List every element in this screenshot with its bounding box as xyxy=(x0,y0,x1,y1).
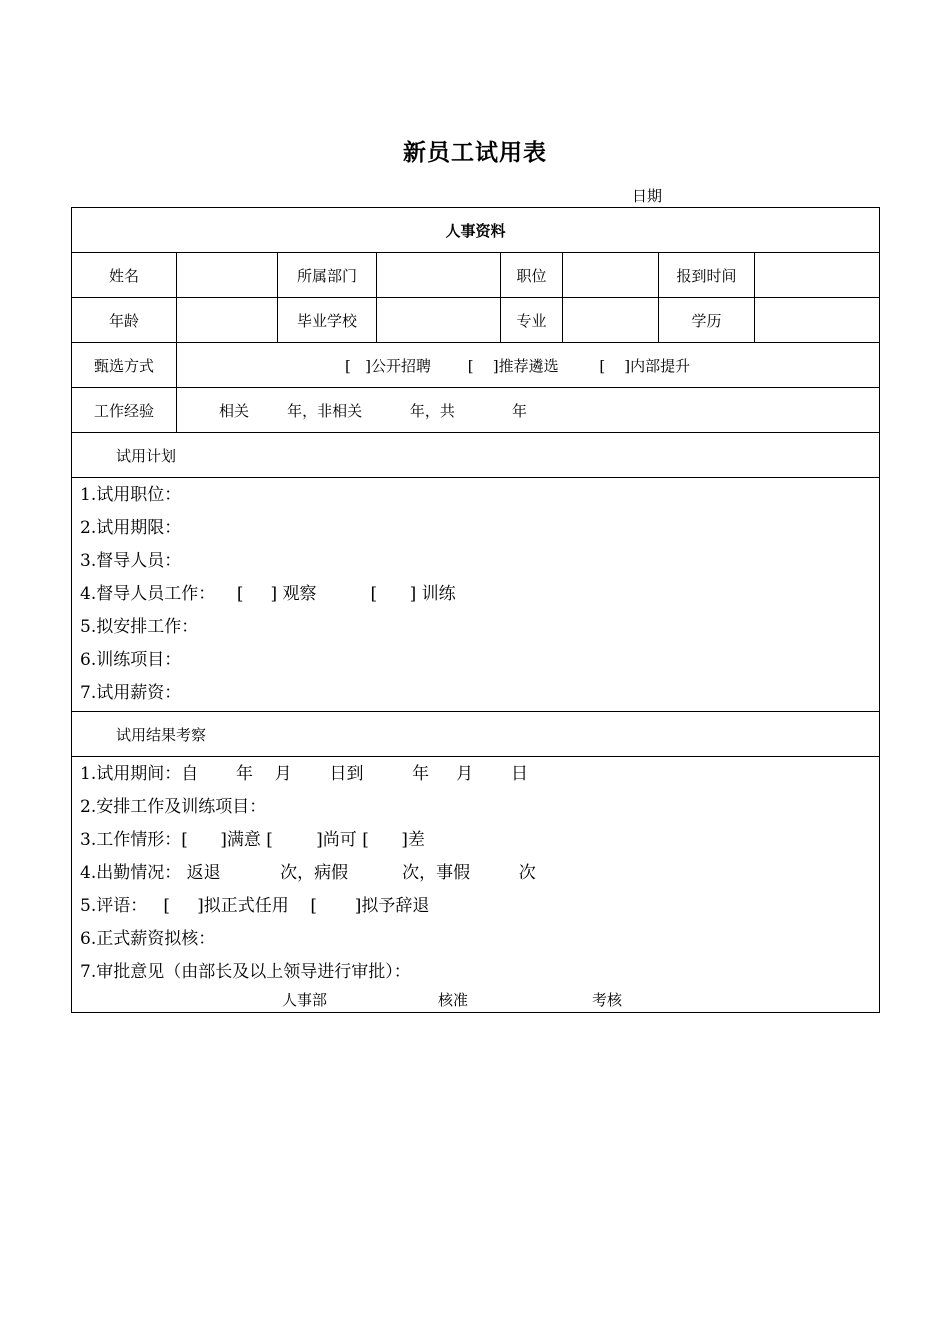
trial-plan-item-supervisor[interactable]: 3.督导人员： xyxy=(80,551,182,571)
school-field[interactable] xyxy=(377,298,501,343)
trial-result-item-period[interactable]: 1.试用期间：自 年 月 日到 年 月 日 xyxy=(80,764,528,784)
trial-result-item-work-training[interactable]: 2.安排工作及训练项目： xyxy=(80,797,267,817)
trial-result-item-performance[interactable]: 3.工作情形：[ ]满意 [ ]尚可 [ ]差 xyxy=(80,830,425,850)
department-label: 所属部门 xyxy=(278,253,377,298)
work-experience-text: 相关 年，非相关 年，共 年 xyxy=(219,401,528,420)
school-label: 毕业学校 xyxy=(278,298,377,343)
signature-hr[interactable]: 人事部 xyxy=(282,991,328,1009)
major-label: 专业 xyxy=(501,298,563,343)
trial-result-item-attendance[interactable]: 4.出勤情况： 返退 次，病假 次，事假 次 xyxy=(80,863,536,883)
trial-plan-item-supervisor-duty[interactable]: 4.督导人员工作： [ ] 观察 [ ] 训练 xyxy=(80,584,456,604)
trial-result-item-approval[interactable]: 7.审批意见（由部长及以上领导进行审批）： xyxy=(80,962,411,982)
signature-approve[interactable]: 核准 xyxy=(438,991,469,1009)
trial-plan-item-position[interactable]: 1.试用职位： xyxy=(80,485,182,505)
age-label: 年龄 xyxy=(72,298,177,343)
name-label: 姓名 xyxy=(72,253,177,298)
work-experience-field[interactable] xyxy=(177,388,880,433)
personnel-section-header: 人事资料 xyxy=(72,208,880,253)
major-field[interactable] xyxy=(563,298,659,343)
report-time-label: 报到时间 xyxy=(659,253,755,298)
option-internal-promotion[interactable]: [ ]内部提升 xyxy=(599,356,691,375)
signature-row xyxy=(80,990,879,1012)
date-label: 日期 xyxy=(632,187,663,205)
selection-method-label: 甄选方式 xyxy=(72,343,177,388)
signature-assess[interactable]: 考核 xyxy=(592,991,623,1009)
trial-plan-item-salary[interactable]: 7.试用薪资： xyxy=(80,683,182,703)
education-label: 学历 xyxy=(659,298,755,343)
work-experience-label: 工作经验 xyxy=(72,388,177,433)
name-field[interactable] xyxy=(177,253,278,298)
trial-result-item-salary[interactable]: 6.正式薪资拟核： xyxy=(80,929,216,949)
position-label: 职位 xyxy=(501,253,563,298)
trial-form-table xyxy=(71,207,880,1013)
trial-plan-list xyxy=(72,478,880,712)
trial-result-item-comment[interactable]: 5.评语： [ ]拟正式任用 [ ]拟予辞退 xyxy=(80,896,430,916)
age-field[interactable] xyxy=(177,298,278,343)
report-time-field[interactable] xyxy=(755,253,880,298)
education-field[interactable] xyxy=(755,298,880,343)
trial-plan-item-training[interactable]: 6.训练项目： xyxy=(80,650,182,670)
trial-plan-item-period[interactable]: 2.试用期限： xyxy=(80,518,182,538)
document-title: 新员工试用表 xyxy=(403,139,547,166)
trial-plan-header: 试用计划 xyxy=(72,433,880,478)
option-recommended-selection[interactable]: [ ]推荐遴选 xyxy=(467,356,559,375)
option-public-recruitment[interactable]: [ ]公开招聘 xyxy=(345,356,432,375)
trial-result-header: 试用结果考察 xyxy=(72,712,880,757)
position-field[interactable] xyxy=(563,253,659,298)
department-field[interactable] xyxy=(377,253,501,298)
trial-plan-item-assigned-work[interactable]: 5.拟安排工作： xyxy=(80,617,199,637)
selection-method-options xyxy=(177,343,880,388)
trial-result-list xyxy=(72,757,880,1013)
